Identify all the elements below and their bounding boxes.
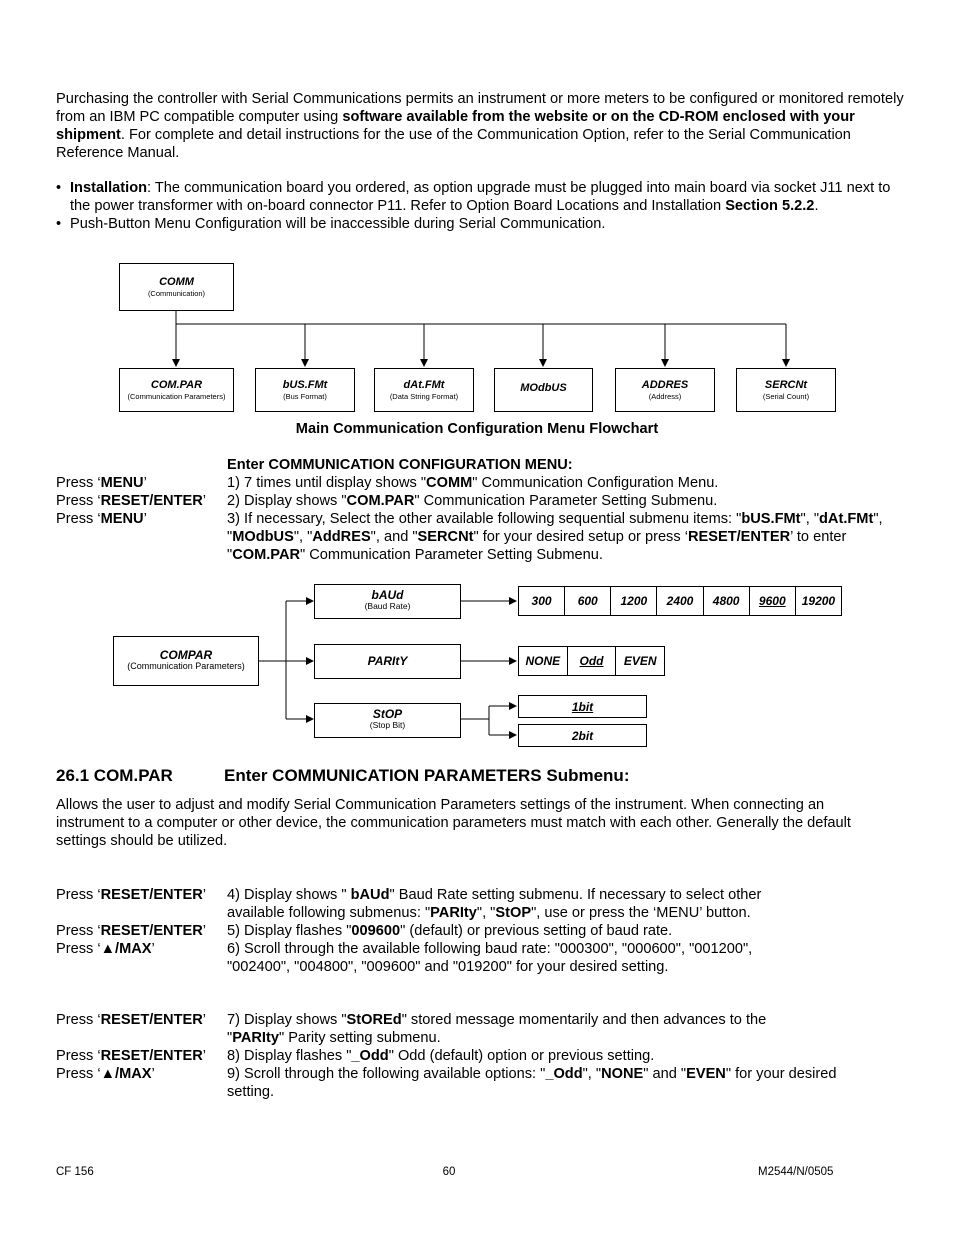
press-label-4: Press ‘RESET/ENTER’	[56, 887, 207, 903]
baud-value: 2400	[657, 587, 703, 615]
baud-values-row	[518, 586, 842, 616]
step-7: 7) Display shows "StOREd" stored message momentarily and then advances to the "PARIty" Parity setting submenu.	[227, 1012, 767, 1046]
baud-value: 19200	[801, 594, 836, 608]
stop-value-2bit: 2bit	[518, 724, 647, 747]
section-description: Allows the user to adjust and modify Serial Communication Parameters settings of the instrument. When connecting an instrument to a computer or other device, the communication parameters must match with each other. Generally the default settings should be utilized.	[56, 797, 851, 849]
flow1-item-compar: COM.PAR (Communication Parameters)	[119, 368, 234, 412]
flow1-item-datfmt: dAt.FMt (Data String Format)	[374, 368, 474, 412]
press-label-7: Press ‘RESET/ENTER’	[56, 1012, 207, 1028]
press-label-1: Press ‘MENU’	[56, 475, 147, 491]
baud-value: 1200	[611, 587, 657, 615]
flow1-item-addres: ADDRES (Address)	[615, 368, 715, 412]
flow1-item-busfmt: bUS.FMt (Bus Format)	[255, 368, 355, 412]
page-number: 60	[442, 1166, 456, 1178]
press-label-8: Press ‘RESET/ENTER’	[56, 1048, 207, 1064]
press-label-9: Press ‘▲/MAX’	[56, 1066, 155, 1082]
stop-value-1bit: 1bit	[518, 695, 647, 718]
press-label-3: Press ‘MENU’	[56, 511, 147, 527]
footer-left: CF 156	[56, 1166, 94, 1178]
flow1-caption: Main Communication Configuration Menu Flowchart	[295, 421, 659, 437]
press-label-6: Press ‘▲/MAX’	[56, 941, 155, 957]
footer-right: M2544/N/0505	[758, 1166, 834, 1178]
flow1-item-sercnt: SERCNt (Serial Count)	[736, 368, 836, 412]
flow2-parity-box: PARItY	[314, 644, 461, 679]
baud-value: 600	[565, 587, 611, 615]
step-1: 1) 7 times until display shows "COMM" Communication Configuration Menu.	[227, 475, 719, 491]
step-3: 3) If necessary, Select the other available following sequential submenu items: "bUS.FMt", "dAt.FMt", "MOdbUS", "AddRES", and "SERCNt" for your desired setup or press ‘RESET/ENTER’ to enter "COM.PAR" Communication Parameter Setting Submenu.	[227, 511, 883, 563]
flow2-baud-box: bAUd (Baud Rate)	[314, 584, 461, 619]
parity-value-default: Odd	[568, 647, 617, 675]
press-label-5: Press ‘RESET/ENTER’	[56, 923, 207, 939]
baud-value: 300	[519, 587, 565, 615]
step-9: 9) Scroll through the following available options: "_Odd", "NONE" and "EVEN" for your desired setting.	[227, 1066, 837, 1100]
parity-values-row	[518, 646, 665, 676]
baud-value-default: 9600	[750, 587, 796, 615]
step-2: 2) Display shows "COM.PAR" Communication Parameter Setting Submenu.	[227, 493, 718, 509]
section-number: 26.1 COM.PAR	[56, 766, 173, 785]
flow1-item-modbus: MOdbUS	[494, 368, 593, 412]
parity-value: EVEN	[623, 654, 657, 668]
step-8: 8) Display flashes "_Odd" Odd (default) option or previous setting.	[227, 1048, 655, 1064]
flow1-root-comm: COMM (Communication)	[119, 263, 234, 311]
parity-value: NONE	[519, 647, 568, 675]
baud-value: 4800	[704, 587, 750, 615]
step-6: 6) Scroll through the available following baud rate: "000300", "000600", "001200", "002400", "004800", "009600" and "019200" for your desired setting.	[227, 941, 753, 975]
step-5: 5) Display flashes "009600" (default) or previous setting of baud rate.	[227, 923, 673, 939]
section-title: Enter COMMUNICATION PARAMETERS Submenu:	[224, 766, 630, 785]
flow2-root-compar: COMPAR (Communication Parameters)	[113, 636, 259, 686]
flow2-stop-box: StOP (Stop Bit)	[314, 703, 461, 738]
press-label-2: Press ‘RESET/ENTER’	[56, 493, 207, 509]
enter-menu-heading: Enter COMMUNICATION CONFIGURATION MENU:	[227, 457, 573, 473]
step-4: 4) Display shows " bAUd" Baud Rate setting submenu. If necessary to select other available following submenus: "PARIty", "StOP", use or press the ‘MENU’ button.	[227, 887, 762, 921]
bullet-push-button: • Push-Button Menu Configuration will be inaccessible during Serial Communication.	[56, 215, 906, 233]
bullet-installation: • Installation: The communication board you ordered, as option upgrade must be plugged into main board via socket J11 next to the power transformer with on-board connector P11. Refer to Option Board Locations and Installation Section 5.2.2.	[56, 179, 906, 215]
intro-paragraph: Purchasing the controller with Serial Communications permits an instrument or more meters to be configured or monitored remotely from an IBM PC compatible computer using software available from the website or on the CD-ROM enclosed with your shipment. For complete and detail instructions for the use of the Communication Option, refer to the Serial Communication Reference Manual.	[56, 91, 904, 161]
